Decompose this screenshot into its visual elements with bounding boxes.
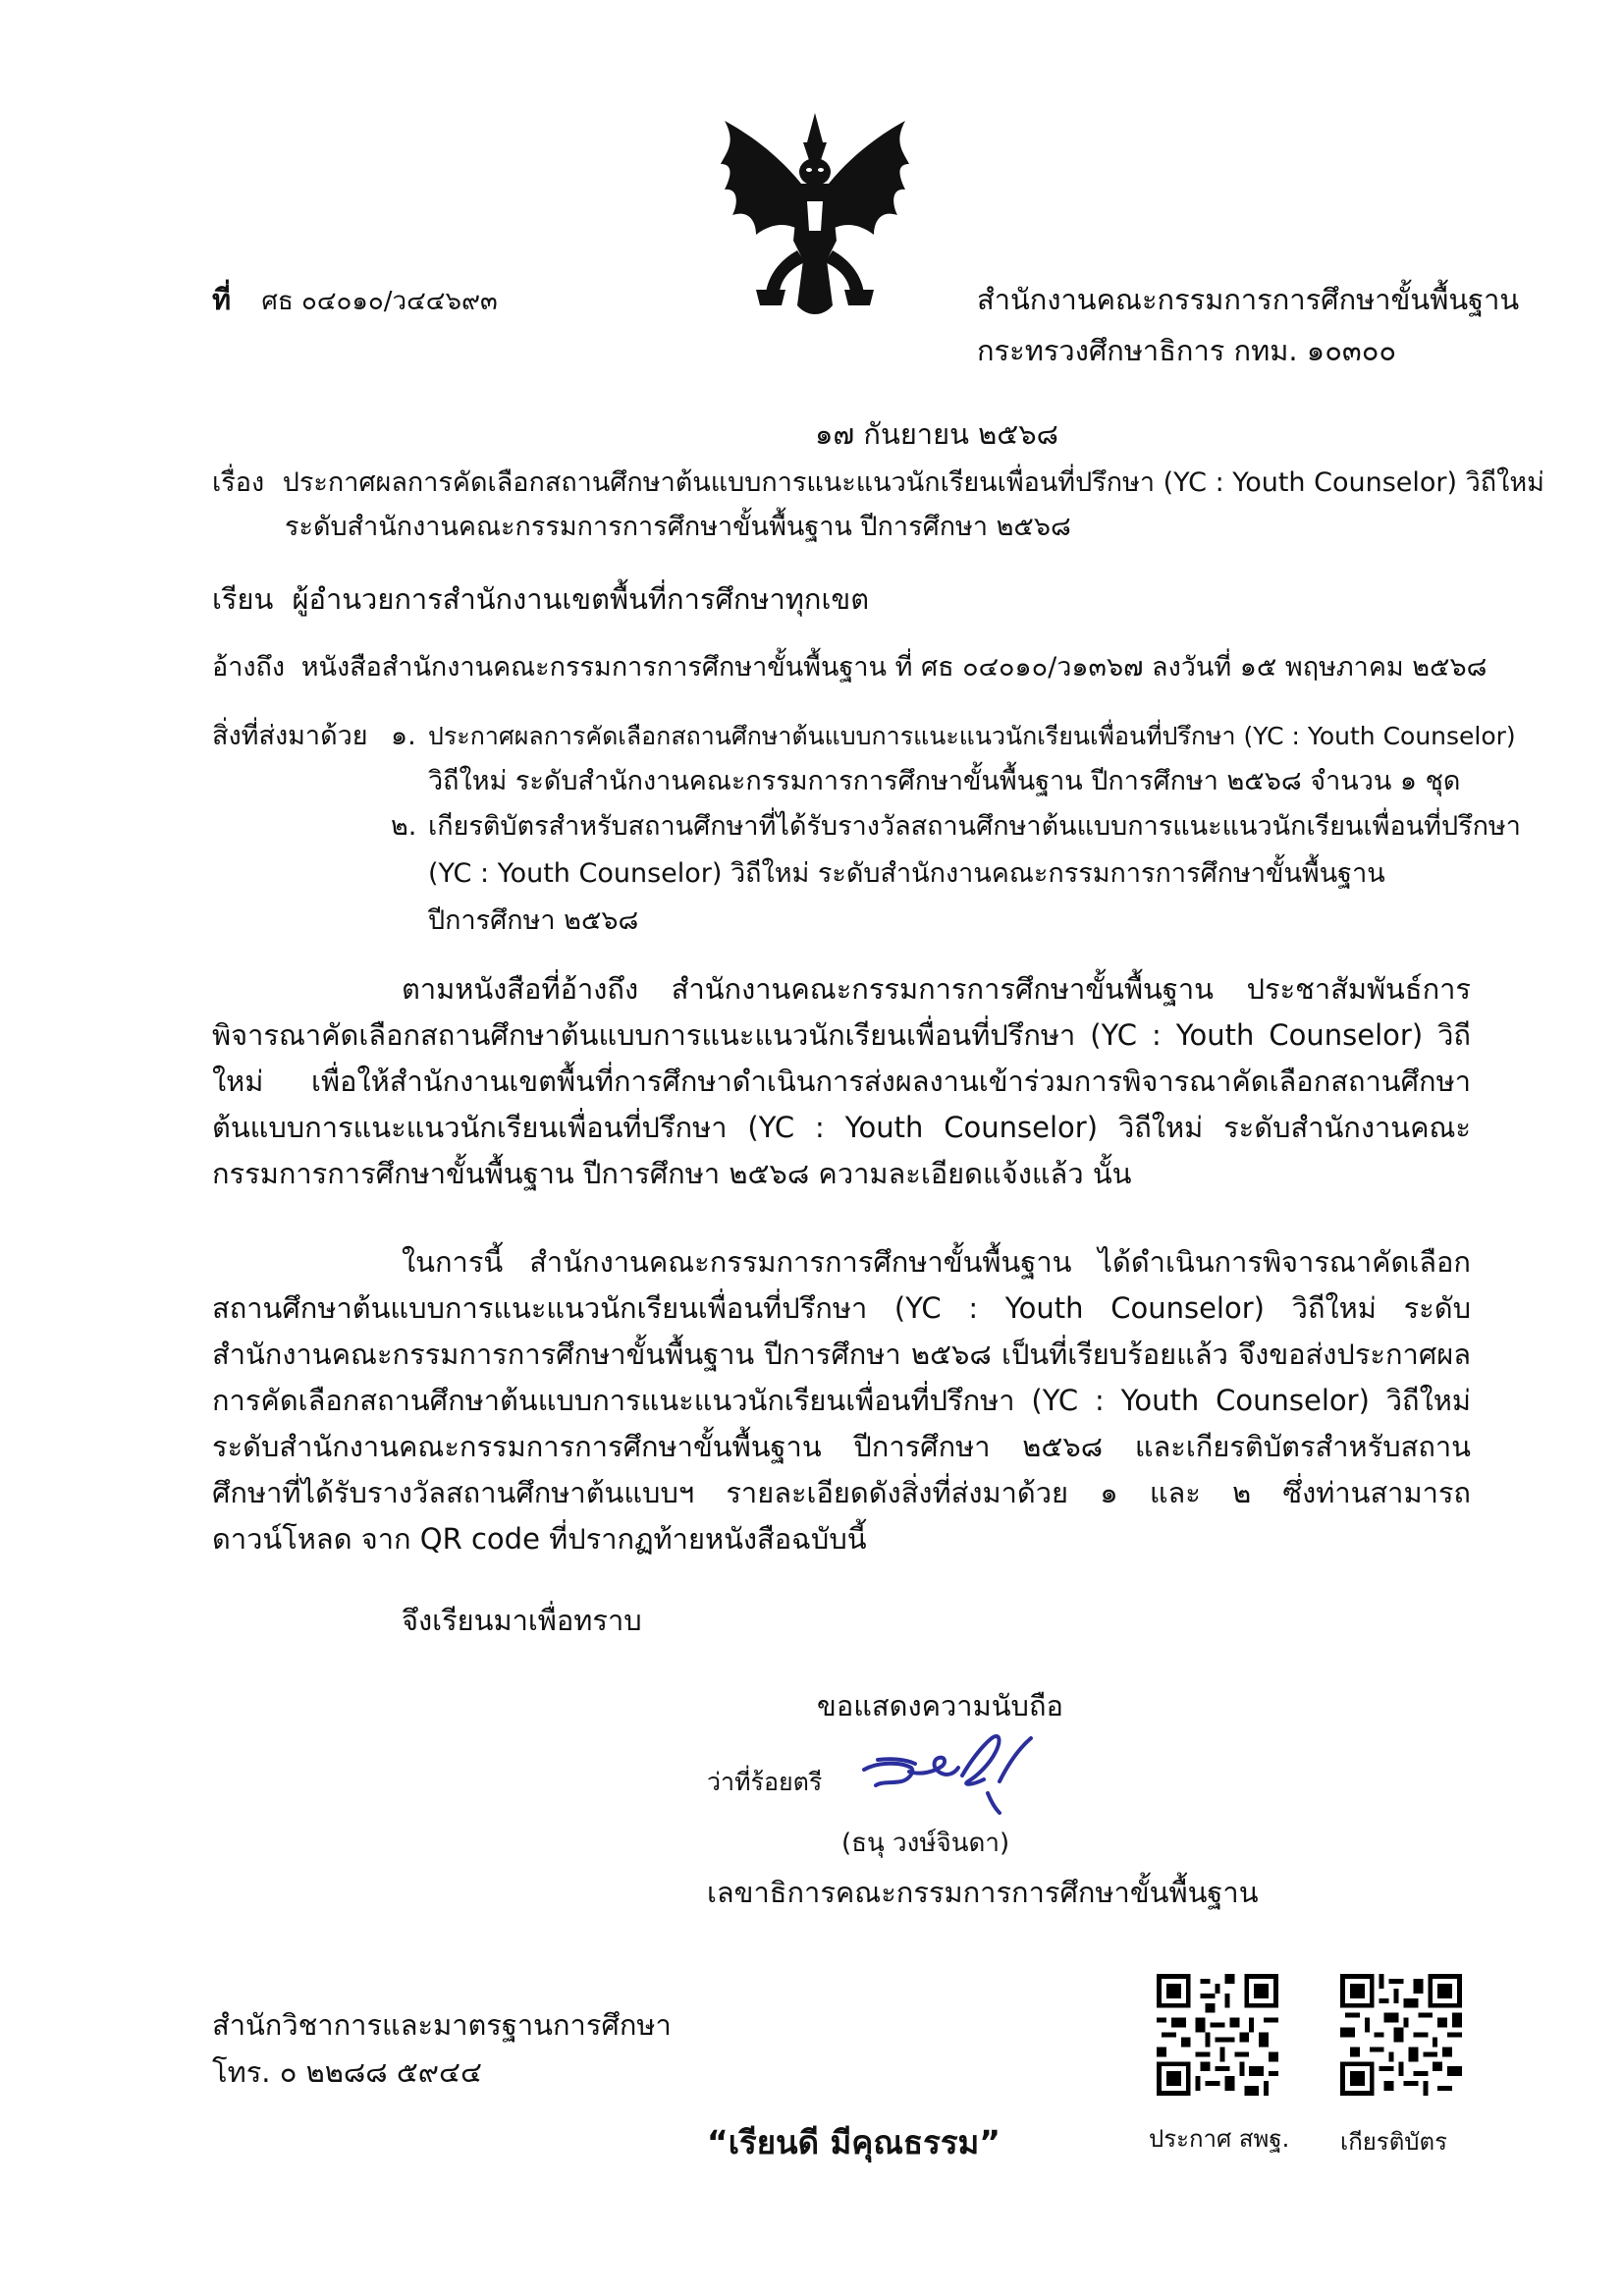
qr-code-certificate[interactable] <box>1340 1974 1462 2096</box>
ref-label: ที่ <box>212 283 232 316</box>
reference-line <box>212 646 1487 689</box>
ref-number: ศธ ๐๔๐๑๐/ว๔๔๖๙๓ <box>261 287 498 316</box>
body-paragraph-1-text: ตามหนังสือที่อ้างถึง สำนักงานคณะกรรมการการศึกษาขั้นพื้นฐาน ประชาสัมพันธ์การพิจารณาคัดเลือกสถานศึกษาต้นแบบการแนะแนวนักเรียนเพื่อนที่ปรึกษา (YC : Youth Counselor) วิถีใหม่ เพื่อให้สำนักงานเขตพื้นที่การศึกษาดำเนินการส่งผลงานเข้าร่วมการพิจารณาคัดเลือกสถานศึกษาต้นแบบการแนะแนวนักเรียนเพื่อนที่ปรึกษา (YC : Youth Counselor) วิถีใหม่ ระดับสำนักงานคณะกรรมการการศึกษาขั้นพื้นฐาน ปีการศึกษา ๒๕๖๘ ความละเอียดแจ้งแล้ว นั้น <box>212 972 1471 1190</box>
signer-position: เลขาธิการคณะกรรมการการศึกษาขั้นพื้นฐาน <box>707 1876 1259 1909</box>
body-paragraph-1 <box>212 966 1471 1197</box>
footer-phone: โทร. ๐ ๒๒๘๘ ๕๙๔๔ <box>212 2055 482 2089</box>
signer-rank: ว่าที่ร้อยตรี <box>707 1768 823 1796</box>
org-line-2: กระทรวงศึกษาธิการ กทม. ๑๐๓๐๐ <box>977 334 1397 367</box>
document-date: ๑๗ กันยายน ๒๕๖๘ <box>815 417 1058 451</box>
subject-line-1 <box>212 462 1544 505</box>
footer-office: สำนักวิชาการและมาตรฐานการศึกษา <box>212 2008 672 2042</box>
regards-text: ขอแสดงความนับถือ <box>817 1689 1063 1722</box>
body-paragraph-2 <box>212 1239 1471 1562</box>
enclosure-1-line-2: วิถีใหม่ ระดับสำนักงานคณะกรรมการการศึกษาขั้นพื้นฐาน ปีการศึกษา ๒๕๖๘ จำนวน ๑ ชุด <box>428 766 1461 796</box>
subject-text-1: ประกาศผลการคัดเลือกสถานศึกษาต้นแบบการแนะแนวนักเรียนเพื่อนที่ปรึกษา (YC : Youth Counselor) วิถีใหม่ <box>282 467 1544 498</box>
subject-line-2: ระดับสำนักงานคณะกรรมการการศึกษาขั้นพื้นฐาน ปีการศึกษา ๒๕๖๘ <box>285 512 1071 542</box>
reference-label: อ้างถึง <box>212 652 286 683</box>
motto: “เรียนดี มีคุณธรรม” <box>707 2123 1001 2161</box>
enclosure-2-line-1: เกียรติบัตรสำหรับสถานศึกษาที่ได้รับรางวัลสถานศึกษาต้นแบบการแนะแนวนักเรียนเพื่อนที่ปรึกษา <box>428 811 1521 842</box>
enclosure-2-line-3: ปีการศึกษา ๒๕๖๘ <box>428 905 639 936</box>
qr-label-certificate: เกียรติบัตร <box>1340 2128 1447 2156</box>
addressee-line <box>212 577 869 621</box>
enclosures-label: สิ่งที่ส่งมาด้วย <box>212 721 368 751</box>
reference-text: หนังสือสำนักงานคณะกรรมการการศึกษาขั้นพื้นฐาน ที่ ศธ ๐๔๐๑๐/ว๑๓๖๗ ลงวันที่ ๑๕ พฤษภาคม ๒๕๖๘ <box>300 652 1488 683</box>
qr-label-announcement: ประกาศ สพฐ. <box>1149 2125 1290 2153</box>
addressee-label: เรียน <box>212 582 274 616</box>
enclosure-1-line-1: ประกาศผลการคัดเลือกสถานศึกษาต้นแบบการแนะแนวนักเรียนเพื่อนที่ปรึกษา (YC : Youth Counselor) <box>428 722 1516 750</box>
enclosure-1-number: ๑. <box>391 721 416 751</box>
qr-code-announcement[interactable] <box>1157 1974 1278 2096</box>
subject-label: เรื่อง <box>212 467 265 498</box>
enclosure-2-number: ๒. <box>391 811 417 842</box>
reference-number-line <box>212 278 498 323</box>
garuda-emblem-icon <box>717 113 913 319</box>
closing-line: จึงเรียนมาเพื่อทราบ <box>402 1604 642 1637</box>
addressee-text: ผู้อำนวยการสำนักงานเขตพื้นที่การศึกษาทุกเขต <box>292 582 870 616</box>
body-paragraph-2-text: ในการนี้ สำนักงานคณะกรรมการการศึกษาขั้นพื้นฐาน ได้ดำเนินการพิจารณาคัดเลือกสถานศึกษาต้นแบบการแนะแนวนักเรียนเพื่อนที่ปรึกษา (YC : Youth Counselor) วิถีใหม่ ระดับสำนักงานคณะกรรมการการศึกษาขั้นพื้นฐาน ปีการศึกษา ๒๕๖๘ เป็นที่เรียบร้อยแล้ว จึงขอส่งประกาศผลการคัดเลือกสถานศึกษาต้นแบบการแนะแนวนักเรียนเพื่อนที่ปรึกษา (YC : Youth Counselor) วิถีใหม่ ระดับสำนักงานคณะกรรมการการศึกษาขั้นพื้นฐาน ปีการศึกษา ๒๕๖๘ และเกียรติบัตรสำหรับสถานศึกษาที่ได้รับรางวัลสถานศึกษาต้นแบบฯ รายละเอียดดังสิ่งที่ส่งมาด้วย ๑ และ ๒ ซึ่งท่านสามารถดาวน์โหลด จาก QR code ที่ปรากฏท้ายหนังสือฉบับนี้ <box>212 1245 1471 1556</box>
org-line-1: สำนักงานคณะกรรมการการศึกษาขั้นพื้นฐาน <box>977 283 1520 316</box>
handwritten-signature-icon <box>852 1721 1049 1815</box>
enclosure-2-line-2: (YC : Youth Counselor) วิถีใหม่ ระดับสำนักงานคณะกรรมการการศึกษาขั้นพื้นฐาน <box>428 858 1385 889</box>
signer-name: (ธนุ วงษ์จินดา) <box>841 1829 1010 1858</box>
